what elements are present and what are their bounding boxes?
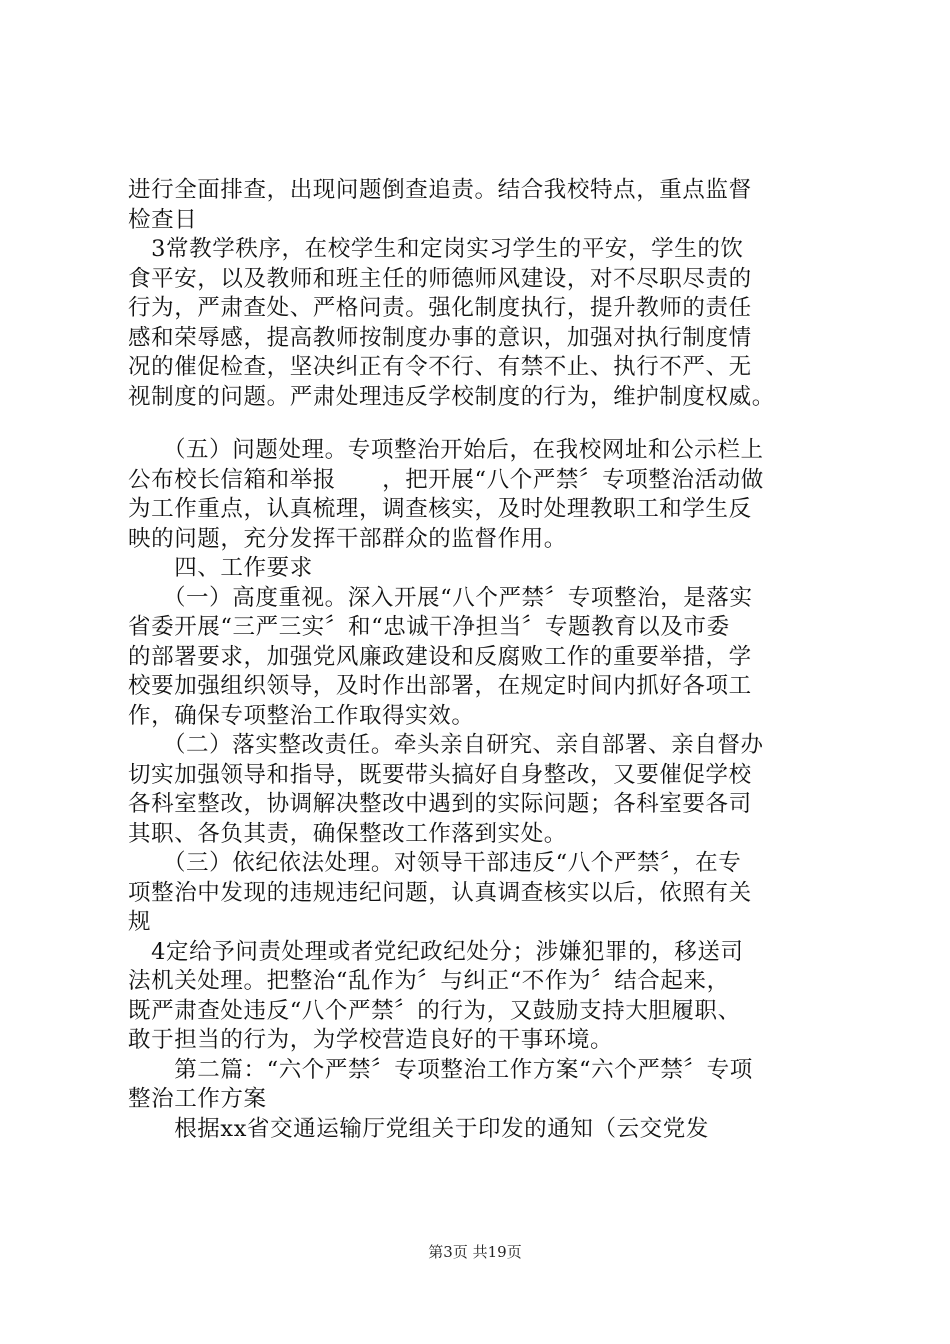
body-line: 其职、各负其责，确保整改工作落到实处。 bbox=[128, 820, 567, 847]
body-line: 映的问题，充分发挥干部群众的监督作用。 bbox=[128, 525, 567, 552]
body-line: 为工作重点，认真梳理，调查核实，及时处理教职工和学生反 bbox=[128, 496, 752, 522]
body-line: 既严肃查处违反“八个严禁〞的行为，又鼓励支持大胆履职、 bbox=[128, 997, 741, 1024]
body-line: （二）落实整改责任。牵头亲自研究、亲自部署、亲自督办 bbox=[128, 732, 764, 758]
body-line: 4定给予问责处理或者党纪政纪处分；涉嫌犯罪的，移送司 bbox=[128, 938, 744, 965]
body-line: 敢于担当的行为，为学校营造良好的干事环境。 bbox=[128, 1027, 614, 1053]
body-line: （五）问题处理。专项整治开始后，在我校网址和公示栏上 bbox=[128, 437, 764, 463]
body-line: 规 bbox=[128, 909, 152, 935]
body-line: （一）高度重视。深入开展“八个严禁〞专项整治，是落实 bbox=[128, 584, 753, 611]
body-line: 检查日 bbox=[128, 206, 198, 233]
body-line: 省委开展“三严三实〞和“忠诚干净担当〞专题教育以及市委 bbox=[128, 614, 730, 640]
body-line: 各科室整改，协调解决整改中遇到的实际问题；各科室要各司 bbox=[128, 791, 752, 817]
body-line: 3常教学秩序，在校学生和定岗实习学生的平安，学生的饮 bbox=[128, 236, 744, 262]
body-line: 作，确保专项整治工作取得实效。 bbox=[128, 702, 475, 729]
chapter-heading: 整治工作方案 bbox=[128, 1086, 267, 1112]
body-line: 公布校长信箱和举报 ，把开展“八个严禁〞专项整治活动做 bbox=[128, 466, 764, 493]
body-line: 法机关处理。把整治“乱作为〞与纠正“不作为〞结合起来， bbox=[128, 968, 730, 994]
body-line: 进行全面排查，出现问题倒查追责。结合我校特点，重点监督 bbox=[128, 177, 752, 203]
body-line: 根据xx省交通运输厅党组关于印发的通知（云交党发 bbox=[128, 1115, 709, 1142]
body-line: 的部署要求，加强党风廉政建设和反腐败工作的重要举措，学 bbox=[128, 643, 752, 670]
body-line: 况的催促检查，坚决纠正有令不行、有禁不止、执行不严、无 bbox=[128, 354, 752, 380]
page-number-footer: 第3页 共19页 bbox=[428, 1243, 522, 1261]
body-line: 切实加强领导和指导，既要带头搞好自身整改，又要催促学校 bbox=[128, 761, 752, 788]
body-line: 校要加强组织领导，及时作出部署，在规定时间内抓好各项工 bbox=[128, 673, 752, 699]
body-line: 行为，严肃查处、严格问责。强化制度执行，提升教师的责任 bbox=[128, 295, 752, 321]
body-line: 项整治中发现的违规违纪问题，认真调查核实以后，依照有关 bbox=[128, 879, 752, 906]
body-line: （三）依纪依法处理。对领导干部违反“八个严禁〞，在专 bbox=[128, 850, 742, 876]
body-line: 视制度的问题。严肃处理违反学校制度的行为，维护制度权威。 bbox=[128, 383, 775, 410]
chapter-heading: 第二篇：“六个严禁〞专项整治工作方案“六个严禁〞专项 bbox=[128, 1056, 753, 1083]
body-line: 食平安，以及教师和班主任的师德师风建设，对不尽职尽责的 bbox=[128, 265, 752, 292]
document-body bbox=[128, 176, 846, 1144]
body-line: 感和荣辱感，提高教师按制度办事的意识，加强对执行制度情 bbox=[128, 324, 752, 351]
section-heading: 四、工作要求 bbox=[128, 555, 313, 581]
